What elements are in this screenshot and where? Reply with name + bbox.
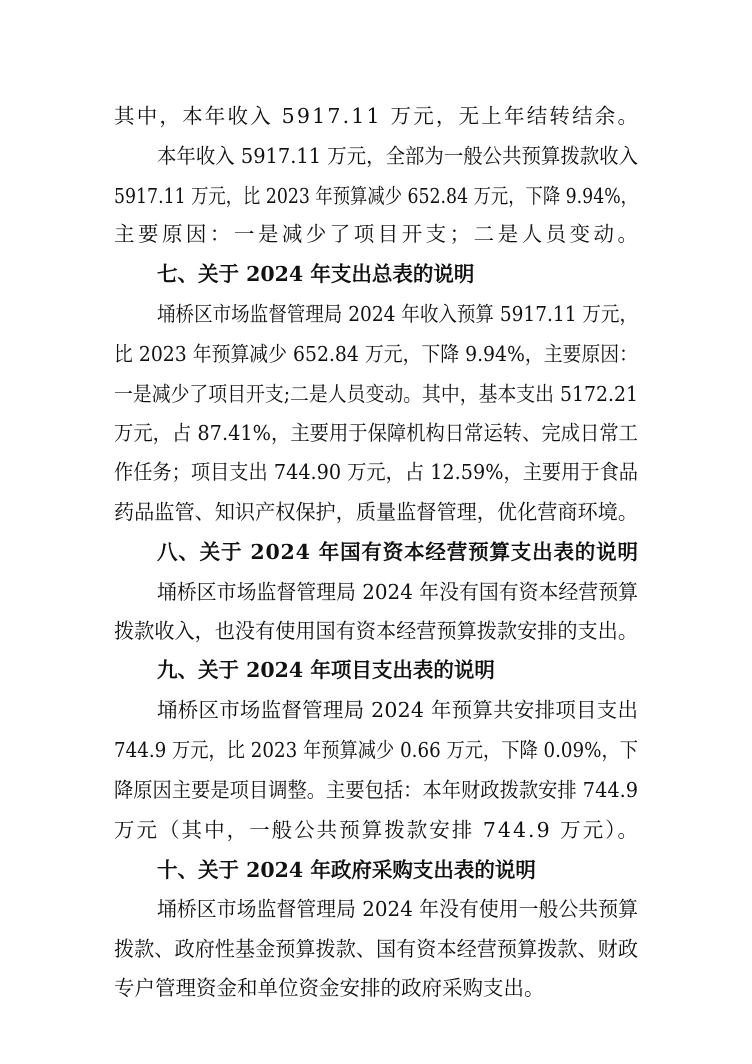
text-line-16 (0, 690, 752, 730)
text-line-2 (0, 136, 752, 176)
line-text: 744.9 万元，比 2023 年预算减少 0.66 万元，下降 0.09%，下 (114, 738, 638, 762)
line-text: 本年收入 5917.11 万元，全部为一般公共预算拨款收入 (157, 144, 638, 168)
line-text: 作任务；项目支出 744.90 万元，占 12.59%，主要用于食品 (114, 460, 639, 484)
text-line-19 (0, 810, 752, 850)
line-text: 埇桥区市场监督管理局 2024 年没有使用一般公共预算 (157, 897, 638, 921)
text-line-1 (0, 96, 752, 136)
heading-text: 七、关于 2024 年支出总表的说明 (157, 262, 475, 286)
line-text: 拨款收入，也没有使用国有资本经营预算拨款安排的支出。 (114, 619, 638, 643)
text-line-18 (0, 770, 752, 810)
text-line-21 (0, 889, 752, 929)
text-line-4 (0, 214, 752, 254)
text-line-14 (0, 611, 752, 651)
section-heading-9 (0, 650, 752, 690)
line-text: 专户管理资金和单位资金安排的政府采购支出。 (114, 976, 545, 1000)
text-line-13 (0, 572, 752, 612)
text-line-7 (0, 334, 752, 374)
section-heading-7 (0, 254, 752, 294)
text-line-6 (0, 294, 752, 334)
line-text: 主要原因：一是减少了项目开支；二是人员变动。 (114, 222, 642, 246)
line-text: 降原因主要是项目调整。主要包括：本年财政拨款安排 744.9 (114, 778, 638, 802)
text-line-8 (0, 374, 752, 414)
text-line-22 (0, 929, 752, 969)
text-line-10 (0, 452, 752, 492)
line-text: 拨款、政府性基金预算拨款、国有资本经营预算拨款、财政 (114, 937, 638, 961)
heading-text: 九、关于 2024 年项目支出表的说明 (157, 658, 495, 682)
line-text: 埇桥区市场监督管理局 2024 年预算共安排项目支出 (157, 698, 639, 722)
line-text: 万元，占 87.41%，主要用于保障机构日常运转、完成日常工 (114, 421, 638, 445)
text-line-11 (0, 492, 752, 532)
heading-text: 八、关于 2024 年国有资本经营预算支出表的说明 (157, 540, 639, 564)
section-heading-8 (0, 532, 752, 572)
heading-text: 十、关于 2024 年政府采购支出表的说明 (157, 858, 536, 882)
line-text: 5917.11 万元，比 2023 年预算减少 652.84 万元，下降 9.94%， (114, 184, 638, 208)
line-text: 万元（其中，一般公共预算拨款安排 744.9 万元）。 (114, 818, 641, 842)
text-line-9 (0, 413, 752, 453)
line-text: 药品监管、知识产权保护，质量监督管理，优化营商环境。 (114, 500, 638, 524)
line-text: 其中，本年收入 5917.11 万元，无上年结转结余。 (114, 104, 641, 128)
text-line-23 (0, 968, 752, 1008)
line-text: 一是减少了项目开支;二是人员变动。其中，基本支出 5172.21 (114, 382, 639, 406)
line-text: 比 2023 年预算减少 652.84 万元，下降 9.94%，主要原因： (114, 342, 638, 366)
section-heading-10 (0, 850, 752, 890)
line-text: 埇桥区市场监督管理局 2024 年收入预算 5917.11 万元， (157, 302, 638, 326)
text-line-17 (0, 730, 752, 770)
line-text: 埇桥区市场监督管理局 2024 年没有国有资本经营预算 (157, 580, 638, 604)
text-line-3 (0, 176, 752, 216)
